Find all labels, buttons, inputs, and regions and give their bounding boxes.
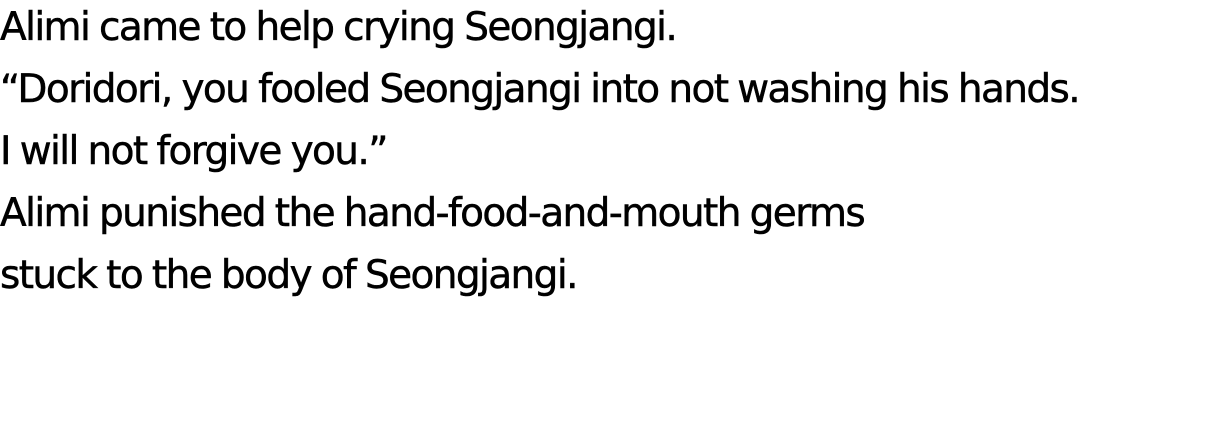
story-line: I will not forgive you.” [0, 129, 387, 174]
story-line: Alimi punished the hand-food-and-mouth germs [0, 191, 865, 236]
story-line: “Doridori, you fooled Seongjangi into not washing his hands. [0, 67, 1080, 112]
story-line: stuck to the body of Seongjangi. [0, 253, 577, 298]
story-line: Alimi came to help crying Seongjangi. [0, 5, 677, 50]
